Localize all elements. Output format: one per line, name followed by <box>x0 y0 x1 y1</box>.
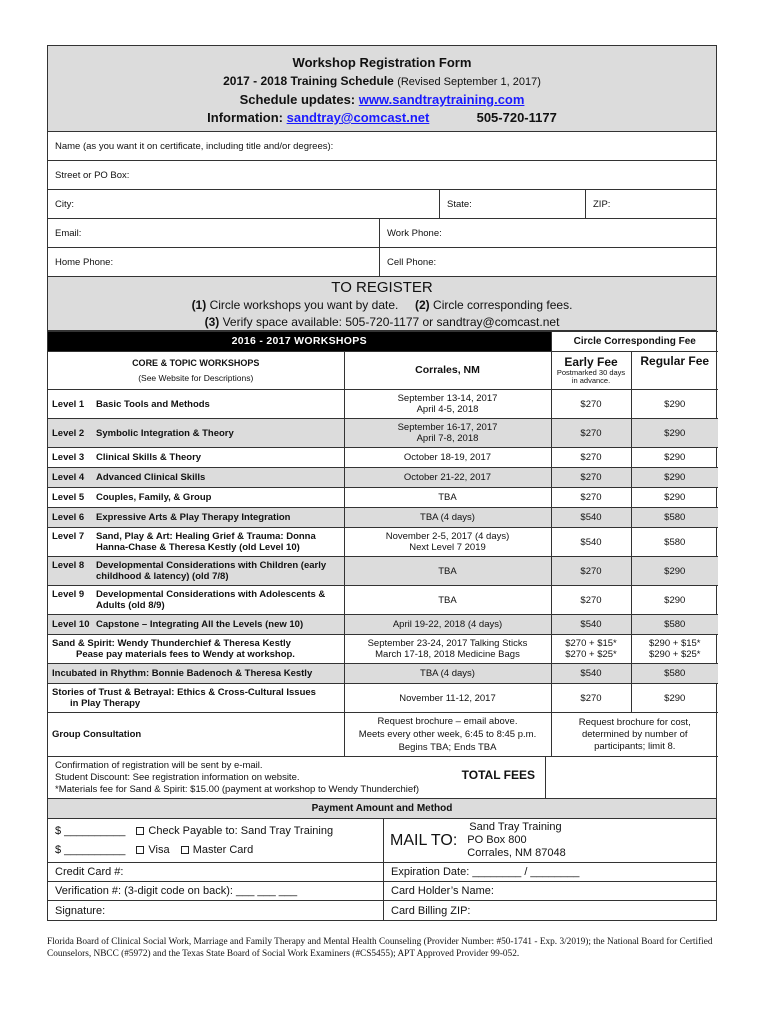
accreditation-footer: Florida Board of Clinical Social Work, Marriage and Family Therapy and Mental Health Counseling (Provider Number: #50-1741 - Exp. 3/2019); the National Board for Certified Counselors, NBCC (#5972) and the Texas State Board of Social Work Examiners (#CS5455); APT Approved Provider 99-052. <box>47 937 713 959</box>
home-phone-field[interactable] <box>48 248 379 276</box>
workshop-name-cell <box>48 468 344 488</box>
workshop-row-level-3 <box>48 448 718 468</box>
confirmation-notes <box>48 757 546 798</box>
confirmation-line-1: Confirmation of registration will be sent by e-mail. <box>55 760 263 771</box>
info-email-link[interactable]: sandtray@comcast.net <box>286 110 430 125</box>
verification-field[interactable] <box>48 882 384 900</box>
special-workshop-row <box>48 635 718 664</box>
workshop-name-cell <box>48 419 344 448</box>
level-number: Level 8 <box>52 560 85 571</box>
confirmation-section <box>48 757 716 799</box>
check-amount-field[interactable]: $ __________ <box>55 825 126 837</box>
regular-fee[interactable]: $580 <box>631 528 718 557</box>
home-phone-label: Home Phone: <box>55 256 114 268</box>
city-label: City: <box>55 198 74 210</box>
early-fee[interactable]: $540 <box>551 615 631 635</box>
info-label: Information: <box>207 110 283 125</box>
early-fee[interactable]: $270 <box>551 419 631 448</box>
special-early-fee[interactable]: $270 + $15* $270 + $25* <box>551 635 631 664</box>
workshop-dates[interactable]: November 2-5, 2017 (4 days) Next Level 7 2019 <box>344 528 551 557</box>
level-number: Level 6 <box>52 512 85 523</box>
workshop-title: Sand, Play & Art: Healing Grief & Trauma: Donna Hanna-Chase & Theresa Kestly (old Level 10) <box>96 531 316 553</box>
schedule-title: 2017 - 2018 Training Schedule <box>223 74 394 88</box>
workshop-title: Developmental Considerations with Children (early childhood & latency) (old 7/8) <box>96 560 327 582</box>
workshop-dates[interactable]: TBA (4 days) <box>344 508 551 528</box>
form-header <box>48 46 716 132</box>
city-field[interactable] <box>48 190 439 218</box>
workshop-row-level-10 <box>48 615 718 635</box>
check-checkbox[interactable] <box>136 827 144 835</box>
workshop-row-level-1 <box>48 390 718 419</box>
check-label: Check Payable to: Sand Tray Training <box>148 825 334 837</box>
step2-number: (2) <box>415 298 430 312</box>
level-number: Level 9 <box>52 589 85 600</box>
early-fee-note: Postmarked 30 days in advance. <box>556 367 626 385</box>
mastercard-checkbox[interactable] <box>181 846 189 854</box>
register-section <box>48 277 716 331</box>
fee-heading: Circle Corresponding Fee <box>551 332 718 352</box>
total-fees-label: TOTAL FEES <box>461 768 535 782</box>
work-phone-label: Work Phone: <box>387 227 442 239</box>
card-amount-field[interactable]: $ __________ <box>55 844 126 856</box>
info-phone: 505-720-1177 <box>476 110 557 125</box>
city-state-zip-row <box>48 190 716 219</box>
core-column-header <box>48 352 344 390</box>
cell-phone-field[interactable] <box>379 248 716 276</box>
registration-form <box>47 45 717 921</box>
step3-text: Verify space available: 505-720-1177 or sandtray@comcast.net <box>222 315 560 329</box>
street-label: Street or PO Box: <box>55 169 130 181</box>
workshop-row-level-9 <box>48 586 718 615</box>
home-cell-row <box>48 248 716 277</box>
special-workshop-name-cell <box>48 664 344 684</box>
workshop-row-level-6 <box>48 508 718 528</box>
workshop-name-cell <box>48 448 344 468</box>
workshop-row-level-2 <box>48 419 718 448</box>
special-workshop-name-cell <box>48 684 344 713</box>
register-steps-1-2 <box>48 297 716 314</box>
updates-label: Schedule updates: <box>239 92 356 107</box>
signature-row <box>48 901 716 920</box>
state-label: State: <box>447 198 472 210</box>
workshop-name-cell <box>48 528 344 557</box>
early-fee[interactable]: $270 <box>551 448 631 468</box>
card-holder-field[interactable] <box>384 882 716 900</box>
regular-fee[interactable]: $290 <box>631 586 718 615</box>
special-regular-fee[interactable]: $290 <box>631 684 718 713</box>
workshops-heading: 2016 - 2017 WORKSHOPS <box>48 332 551 352</box>
group-consultation-fee: Request brochure for cost, determined by number of participants; limit 8. <box>551 713 718 757</box>
street-field[interactable] <box>48 161 716 190</box>
credit-card-label: Credit Card #: <box>55 866 124 878</box>
website-link[interactable]: www.sandtraytraining.com <box>358 92 525 107</box>
special-workshop-title: Incubated in Rhythm: Bonnie Badenoch & Theresa Kestly <box>52 668 313 679</box>
group-consultation-dates[interactable]: Request brochure – email above. Meets every other week, 6:45 to 8:45 p.m. Begins TBA; Ends TBA <box>344 713 551 757</box>
group-consultation-name: Group Consultation <box>48 713 344 757</box>
core-header-title: CORE & TOPIC WORKSHOPS <box>132 357 260 368</box>
workshop-dates[interactable]: TBA <box>344 488 551 508</box>
workshop-title: Capstone – Integrating All the Levels (new 10) <box>96 619 304 630</box>
mail-to-label: MAIL TO: <box>390 831 458 849</box>
email-label: Email: <box>55 227 82 239</box>
workshop-row-level-8 <box>48 557 718 586</box>
step1-text: Circle workshops you want by date. <box>209 298 399 312</box>
regular-fee[interactable]: $290 <box>631 390 718 419</box>
email-phone-row <box>48 219 716 248</box>
mailing-address <box>467 821 565 860</box>
regular-fee[interactable]: $580 <box>631 615 718 635</box>
mastercard-label: Master Card <box>192 844 254 856</box>
visa-label: Visa <box>148 844 170 856</box>
address-line-1: Sand Tray Training <box>469 821 562 833</box>
regular-fee[interactable]: $290 <box>631 488 718 508</box>
special-workshop-row <box>48 684 718 713</box>
expiration-field[interactable] <box>384 863 716 881</box>
mail-to-block <box>384 819 716 862</box>
visa-checkbox[interactable] <box>136 846 144 854</box>
card-line <box>55 841 376 860</box>
updates-line <box>48 91 716 109</box>
payment-method-box <box>48 819 716 863</box>
early-fee[interactable]: $270 <box>551 586 631 615</box>
location-header: Corrales, NM <box>344 352 551 390</box>
step2-text: Circle corresponding fees. <box>433 298 573 312</box>
workshop-title: Expressive Arts & Play Therapy Integration <box>96 512 291 523</box>
card-number-row <box>48 863 716 882</box>
early-fee-header <box>551 352 631 390</box>
workshop-title: Couples, Family, & Group <box>96 492 212 503</box>
level-number: Level 1 <box>52 398 85 410</box>
special-workshop-title: Sand & Spirit: Wendy Thunderchief & Theresa Kestly <box>52 638 291 649</box>
payment-method-options <box>48 819 384 862</box>
form-title: Workshop Registration Form <box>292 55 472 70</box>
workshop-dates[interactable]: TBA <box>344 586 551 615</box>
workshop-name-cell <box>48 615 344 635</box>
early-fee[interactable]: $540 <box>551 508 631 528</box>
workshop-row-level-7 <box>48 528 718 557</box>
workshop-row-level-4 <box>48 468 718 488</box>
special-workshop-row <box>48 664 718 684</box>
early-fee-title: Early Fee <box>564 354 618 369</box>
regular-fee[interactable]: $290 <box>631 419 718 448</box>
email-field[interactable] <box>48 219 379 247</box>
level-number: Level 3 <box>52 452 85 463</box>
workshop-title: Clinical Skills & Theory <box>96 452 202 463</box>
workshop-dates[interactable]: October 18-19, 2017 <box>344 448 551 468</box>
confirmation-line-3: *Materials fee for Sand & Spirit: $15.00 (payment at workshop to Wendy Thunderchief) <box>55 784 420 795</box>
signature-field[interactable] <box>48 901 384 920</box>
cell-phone-label: Cell Phone: <box>387 256 437 268</box>
early-fee[interactable]: $270 <box>551 468 631 488</box>
revised-date: (Revised September 1, 2017) <box>397 76 541 88</box>
address-line-3: Corrales, NM 87048 <box>467 847 566 859</box>
name-label: Name (as you want it on certificate, including title and/or degrees): <box>55 140 334 152</box>
address-line-2: PO Box 800 <box>467 834 527 846</box>
regular-fee-header: Regular Fee <box>631 352 718 390</box>
special-workshop-dates[interactable]: September 23-24, 2017 Talking Sticks March 17-18, 2018 Medicine Bags <box>344 635 551 664</box>
name-field[interactable] <box>48 132 716 161</box>
special-workshop-dates[interactable]: November 11-12, 2017 <box>344 684 551 713</box>
zip-field[interactable] <box>585 190 716 218</box>
verification-row <box>48 882 716 901</box>
special-workshop-subtitle: in Play Therapy <box>70 698 141 709</box>
schedule-line <box>48 72 716 91</box>
workshop-name-cell <box>48 488 344 508</box>
state-field[interactable] <box>439 190 585 218</box>
early-fee[interactable]: $270 <box>551 390 631 419</box>
level-number: Level 10 <box>52 619 90 630</box>
workshop-name-cell <box>48 557 344 586</box>
workshop-dates[interactable]: September 13-14, 2017 April 4-5, 2018 <box>344 390 551 419</box>
check-line <box>55 822 376 841</box>
special-workshop-name-cell <box>48 635 344 664</box>
workshop-name-cell <box>48 586 344 615</box>
workshop-title: Developmental Considerations with Adolescents & Adults (old 8/9) <box>96 589 326 611</box>
early-fee[interactable]: $540 <box>551 528 631 557</box>
signature-label: Signature: <box>55 904 106 917</box>
work-phone-field[interactable] <box>379 219 716 247</box>
workshop-dates[interactable]: TBA <box>344 557 551 586</box>
workshop-row-level-5 <box>48 488 718 508</box>
regular-fee[interactable]: $290 <box>631 468 718 488</box>
expiration-label: Expiration Date: ________ / ________ <box>391 866 580 878</box>
special-early-fee[interactable]: $270 <box>551 684 631 713</box>
credit-card-field[interactable] <box>48 863 384 881</box>
regular-fee[interactable]: $580 <box>631 508 718 528</box>
level-number: Level 2 <box>52 427 85 439</box>
workshop-name-cell <box>48 508 344 528</box>
level-number: Level 5 <box>52 492 85 503</box>
workshop-dates[interactable]: October 21-22, 2017 <box>344 468 551 488</box>
regular-fee[interactable]: $290 <box>631 557 718 586</box>
special-workshop-subtitle: Pease pay materials fees to Wendy at workshop. <box>76 649 295 660</box>
payment-heading: Payment Amount and Method <box>48 799 716 819</box>
workshop-name-cell <box>48 390 344 419</box>
early-fee[interactable]: $270 <box>551 557 631 586</box>
special-regular-fee[interactable]: $290 + $15* $290 + $25* <box>631 635 718 664</box>
billing-zip-field[interactable] <box>384 901 716 920</box>
regular-fee[interactable]: $290 <box>631 448 718 468</box>
workshop-title: Symbolic Integration & Theory <box>96 427 234 439</box>
workshop-table <box>48 331 718 757</box>
workshop-dates[interactable]: September 16-17, 2017 April 7-8, 2018 <box>344 419 551 448</box>
workshop-title: Basic Tools and Methods <box>96 398 210 410</box>
special-early-fee[interactable]: $540 <box>551 664 631 684</box>
workshop-dates[interactable]: April 19-22, 2018 (4 days) <box>344 615 551 635</box>
core-header-sub: (See Website for Descriptions) <box>138 372 254 383</box>
early-fee[interactable]: $270 <box>551 488 631 508</box>
register-step-3 <box>48 314 716 331</box>
info-line <box>48 109 716 127</box>
special-workshop-title: Stories of Trust & Betrayal: Ethics & Cross-Cultural Issues <box>52 687 316 698</box>
confirmation-line-2: Student Discount: See registration information on website. <box>55 772 300 783</box>
verification-label: Verification #: (3-digit code on back): ___ ___ ___ <box>55 885 298 897</box>
level-number: Level 7 <box>52 531 85 542</box>
card-holder-label: Card Holder’s Name: <box>391 885 494 897</box>
level-number: Level 4 <box>52 472 85 483</box>
billing-zip-label: Card Billing ZIP: <box>391 904 471 917</box>
step3-number: (3) <box>204 315 220 329</box>
workshop-title: Advanced Clinical Skills <box>96 472 206 483</box>
step1-number: (1) <box>191 298 207 312</box>
special-regular-fee[interactable]: $580 <box>631 664 718 684</box>
zip-label: ZIP: <box>593 198 611 210</box>
register-title: TO REGISTER <box>331 279 433 296</box>
total-fees-field[interactable] <box>546 757 716 798</box>
group-consultation-row <box>48 713 718 757</box>
special-workshop-dates[interactable]: TBA (4 days) <box>344 664 551 684</box>
